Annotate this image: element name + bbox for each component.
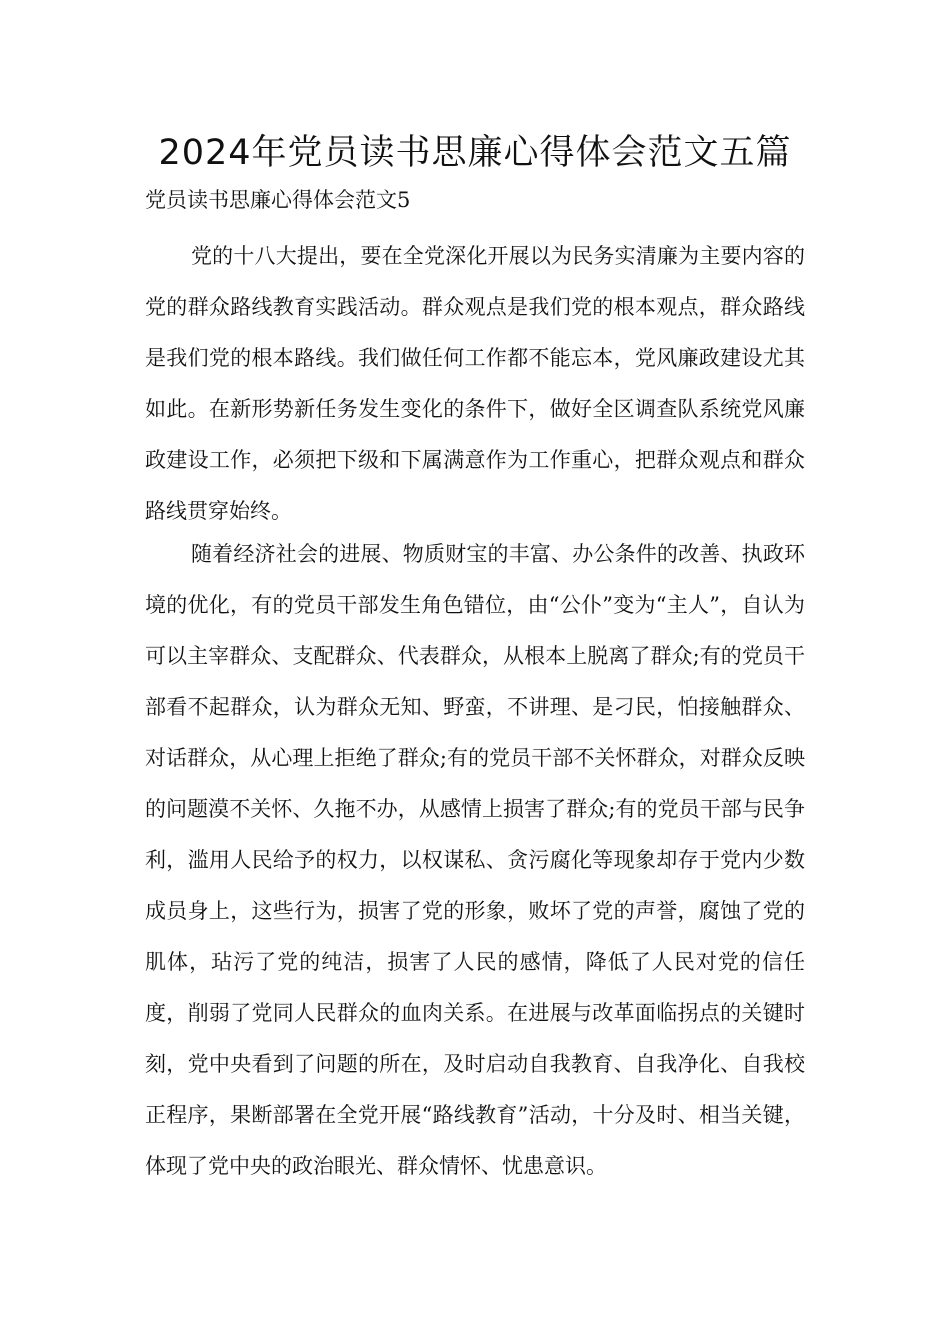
body-paragraph-2: 随着经济社会的进展、物质财宝的丰富、办公条件的改善、执政环境的优化，有的党员干部发生角色错位，由“公仆”变为“主人”，自认为可以主宰群众、支配群众、代表群众，从根本上脱离了群众;有的党员干部看不起群众，认为群众无知、野蛮，不讲理、是刁民，怕接触群众、对话群众，从心理上拒绝了群众;有的党员干部不关怀群众，对群众反映的问题漠不关怀、久拖不办，从感情上损害了群众;有的党员干部与民争利，滥用人民给予的权力，以权谋私、贪污腐化等现象却存于党内少数成员身上，这些行为，损害了党的形象，败坏了党的声誉，腐蚀了党的肌体，玷污了党的纯洁，损害了人民的感情，降低了人民对党的信任度，削弱了党同人民群众的血肉关系。在进展与改革面临拐点的关键时刻，党中央看到了问题的所在，及时启动自我教育、自我净化、自我校正程序，果断部署在全党开展“路线教育”活动，十分及时、相当关键，体现了党中央的政治眼光、群众情怀、忧患意识。 [145,542,805,1178]
body-paragraph-1: 党的十八大提出，要在全党深化开展以为民务实清廉为主要内容的党的群众路线教育实践活动。群众观点是我们党的根本观点，群众路线是我们党的根本路线。我们做任何工作都不能忘本，党风廉政建设尤其如此。在新形势新任务发生变化的条件下，做好全区调查队系统党风廉政建设工作，必须把下级和下属满意作为工作重心，把群众观点和群众路线贯穿始终。 [145,244,805,523]
document-subtitle: 党员读书思廉心得体会范文5 [145,188,411,212]
document-title: 2024年党员读书思廉心得体会范文五篇 [158,133,792,173]
